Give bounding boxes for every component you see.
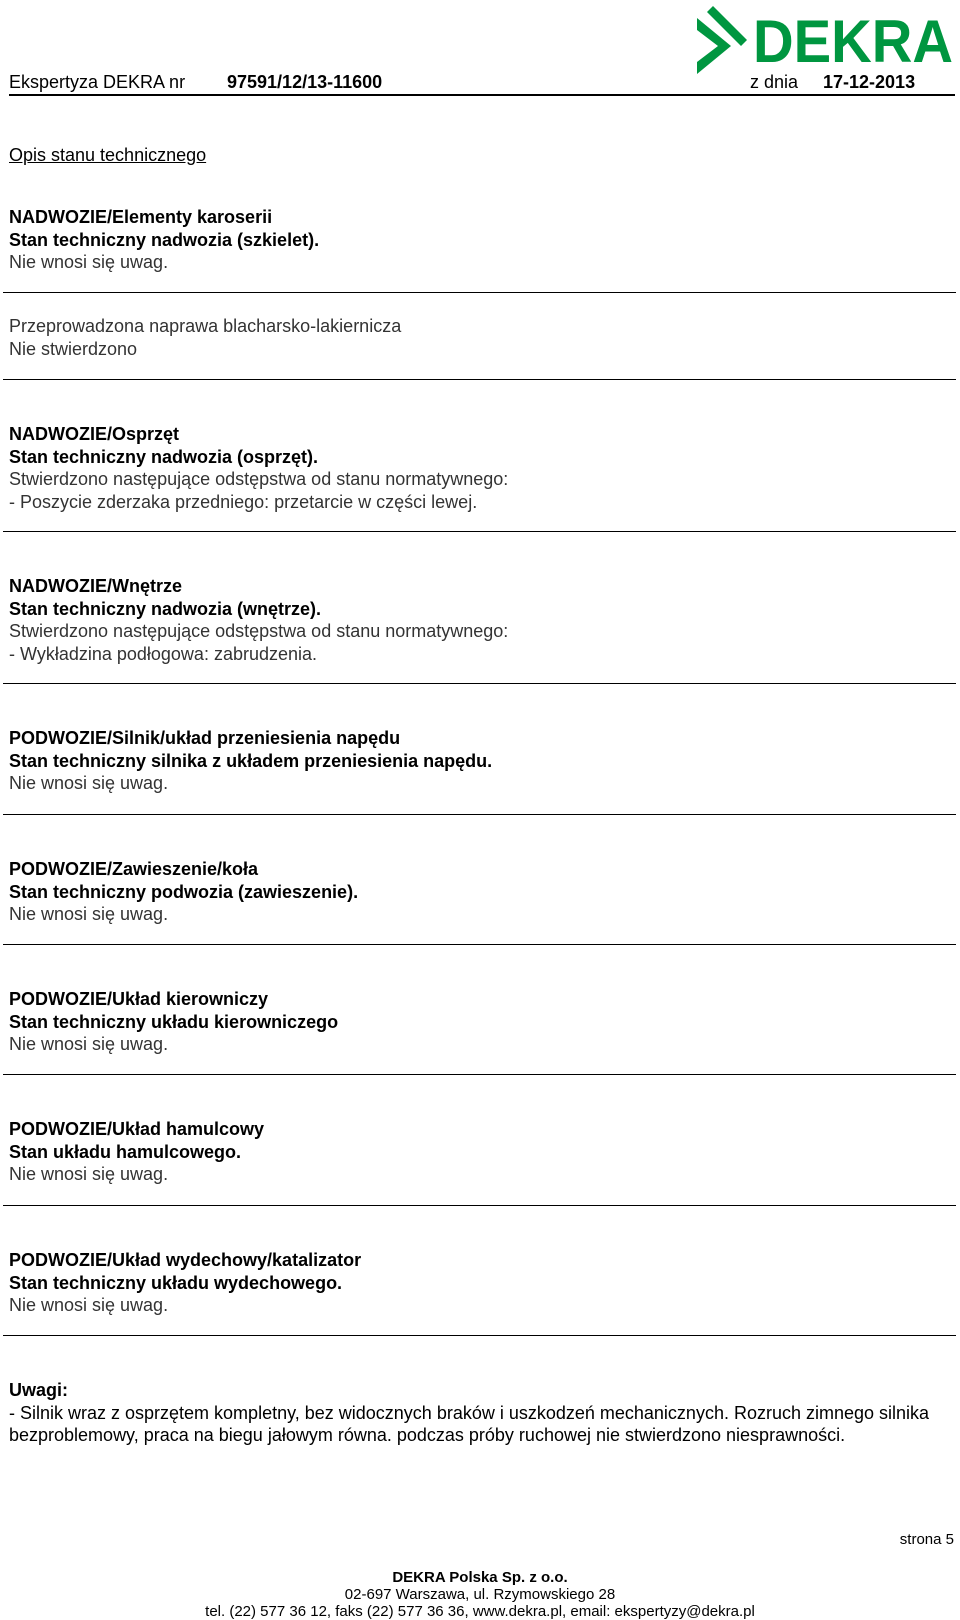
section-heading: PODWOZIE/Zawieszenie/koła [9, 859, 259, 879]
section-subtitle: Stan techniczny nadwozia (wnętrze). [9, 598, 322, 619]
section-heading: PODWOZIE/Układ wydechowy/katalizator [9, 1250, 362, 1270]
footer-contact: tel. (22) 577 36 12, faks (22) 577 36 36, www.dekra.pl, email: ekspertyzy@dekra.pl [205, 1603, 755, 1620]
date-label: z dnia [750, 72, 799, 92]
section-divider [3, 379, 956, 380]
section-line: - Wykładzina podłogowa: zabrudzenia. [9, 643, 318, 664]
expertise-number: 97591/12/13-11600 [227, 72, 383, 92]
section-body-repair [9, 315, 949, 360]
footer-address: 02-697 Warszawa, ul. Rzymowskiego 28 [344, 1586, 616, 1603]
section-heading: PODWOZIE/Silnik/układ przeniesienia napędu [9, 728, 401, 748]
section-divider [3, 292, 956, 293]
section-heading: NADWOZIE/Elementy karoserii [9, 207, 273, 227]
section-line: Nie wnosi się uwag. [9, 904, 169, 924]
section-chassis-suspension [9, 858, 949, 926]
section-line: Nie wnosi się uwag. [9, 1164, 169, 1184]
section-chassis-exhaust [9, 1249, 949, 1317]
section-line: Stwierdzono następujące odstępstwa od stanu normatywnego: [9, 469, 509, 489]
section-divider [3, 944, 956, 945]
section-chassis-brakes [9, 1118, 949, 1186]
section-heading: NADWOZIE/Osprzęt [9, 424, 180, 444]
header-label: Ekspertyza DEKRA nr [9, 72, 186, 92]
section-body-elements [9, 206, 949, 274]
dekra-logo [697, 6, 955, 80]
section-heading: PODWOZIE/Układ hamulcowy [9, 1119, 265, 1139]
section-heading: Przeprowadzona naprawa blacharsko-lakiernicza [9, 316, 402, 336]
section-divider [3, 1335, 956, 1336]
section-line: Nie wnosi się uwag. [9, 1295, 169, 1315]
section-line: Stwierdzono następujące odstępstwa od stanu normatywnego: [9, 621, 509, 641]
remarks-block [9, 1379, 954, 1447]
section-subtitle: Stan techniczny silnika z układem przeniesienia napędu. [9, 750, 493, 771]
section-line: - Poszycie zderzaka przedniego: przetarcie w części lewej. [9, 491, 478, 512]
footer-company: DEKRA Polska Sp. z o.o. [392, 1569, 568, 1586]
remarks-text: - Silnik wraz z osprzętem kompletny, bez widocznych braków i uszkodzeń mechanicznych. Rozruch zimnego silnika bezproblemowy, praca na biegu jałowym równa. podczas próby ruchowej nie stwierdzono niesprawności. [9, 1402, 930, 1445]
document-header [9, 72, 955, 96]
page-number: strona 5 [899, 1531, 954, 1548]
section-body-interior [9, 575, 949, 665]
remarks-label: Uwagi: [9, 1380, 69, 1400]
section-divider [3, 1205, 956, 1206]
section-divider [3, 683, 956, 684]
section-subtitle: Stan układu hamulcowego. [9, 1141, 242, 1162]
section-body-equipment [9, 423, 949, 513]
expertise-date: 17-12-2013 [823, 72, 916, 92]
logo-wordmark: DEKRA [753, 8, 953, 75]
section-subtitle: Stan techniczny układu kierowniczego [9, 1011, 339, 1032]
section-divider [3, 814, 956, 815]
section-chassis-steering [9, 988, 949, 1056]
section-heading: NADWOZIE/Wnętrze [9, 576, 182, 596]
section-line: Nie wnosi się uwag. [9, 252, 169, 272]
section-subtitle: Stan techniczny podwozia (zawieszenie). [9, 881, 359, 902]
section-subtitle: Stan techniczny nadwozia (osprzęt). [9, 446, 319, 467]
section-line: Nie wnosi się uwag. [9, 773, 169, 793]
section-divider [3, 531, 956, 532]
section-heading: PODWOZIE/Układ kierowniczy [9, 989, 269, 1009]
section-line: Nie wnosi się uwag. [9, 1034, 169, 1054]
page-title: Opis stanu technicznego [9, 145, 207, 165]
section-line: Nie stwierdzono [9, 338, 138, 359]
section-divider [3, 1074, 956, 1075]
section-subtitle: Stan techniczny nadwozia (szkielet). [9, 229, 320, 250]
section-subtitle: Stan techniczny układu wydechowego. [9, 1272, 343, 1293]
section-chassis-engine [9, 727, 949, 795]
